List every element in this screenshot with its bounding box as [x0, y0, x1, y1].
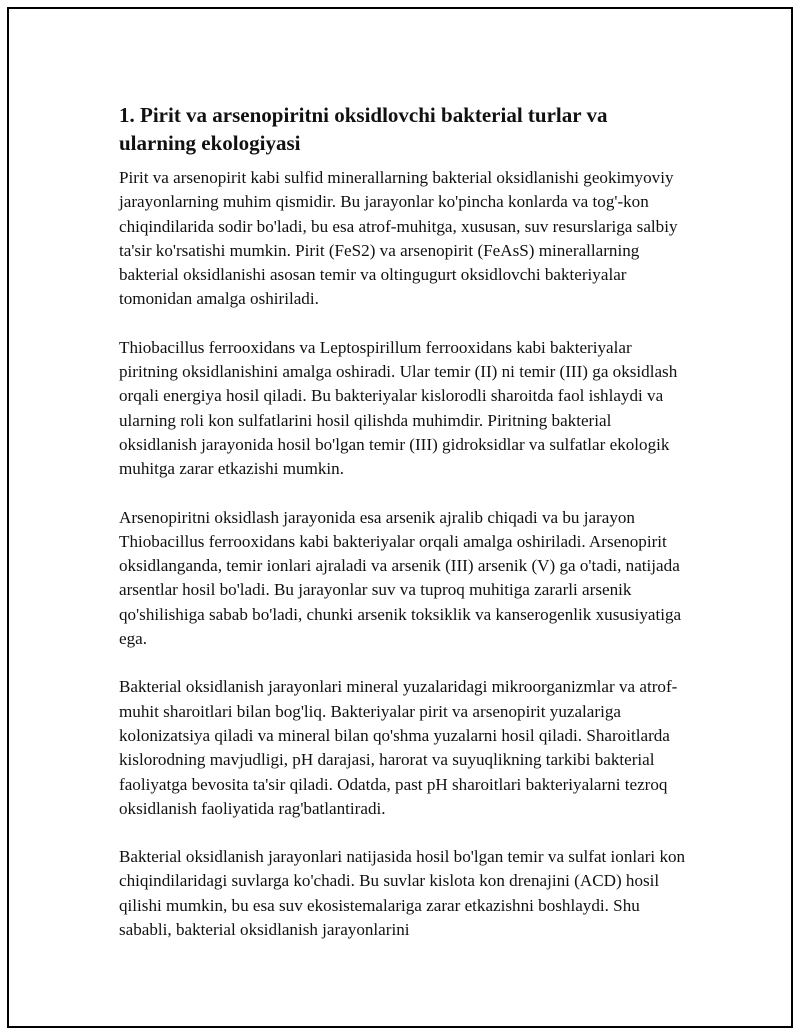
- paragraph-4: Bakterial oksidlanish jarayonlari mineral yuzalaridagi mikroorganizmlar va atrof-muhit sharoitlari bilan bog'liq. Bakteriyalar pirit va arsenopirit yuzalariga kolonizatsiya qiladi va mineral bilan qo'shma yuzalarni hosil qiladi. Sharoitlarda kislorodning mavjudligi, pH darajasi, harorat va suyuqlikning tarkibi bakterial faoliyatga bevosita ta'sir qiladi. Odatda, past pH sharoitlari bakteriyalarni tezroq oksidlanish faoliyatida rag'batlantiradi.: [119, 677, 678, 818]
- document-body: [119, 101, 691, 966]
- page-frame: [7, 7, 793, 1028]
- paragraph-2: Thiobacillus ferrooxidans va Leptospirillum ferrooxidans kabi bakteriyalar piritning oksidlanishini amalga oshiradi. Ular temir (II) ni temir (III) ga oksidlash orqali energiya hosil qiladi. Bu bakteriyalar kislorodli sharoitda faol ishlaydi va ularning roli kon sulfatlarini hosil qilishda muhimdir. Piritning bakterial oksidlanish jarayonida hosil bo'lgan temir (III) gidroksidlar va sulfatlar ekologik muhitga zarar etkazishi mumkin.: [119, 337, 678, 479]
- paragraph-3: Arsenopiritni oksidlash jarayonida esa arsenik ajralib chiqadi va bu jarayon Thiobacillus ferrooxidans kabi bakteriyalar orqali amalga oshiriladi. Arsenopirit oksidlanganda, temir ionlari ajraladi va arsenik (III) arsenik (V) ga o'tadi, natijada arsentlar hosil bo'ladi. Bu jarayonlar suv va tuproq muhitiga zararli arsenik qo'shilishiga sabab bo'ladi, chunki arsenik toksiklik va kanserogenlik xususiyatiga ega.: [119, 507, 682, 649]
- section-heading: 1. Pirit va arsenopiritni oksidlovchi bakterial turlar va ularning ekologiyasi: [119, 103, 608, 155]
- paragraph-1: Pirit va arsenopirit kabi sulfid minerallarning bakterial oksidlanishi geokimyoviy jarayonlarning muhim qismidir. Bu jarayonlar ko'pincha konlarda va tog'-kon chiqindilarida sodir bo'ladi, bu esa atrof-muhitga, xususan, suv resurslariga salbiy ta'sir ko'rsatishi mumkin. Pirit (FeS2) va arsenopirit (FeAsS) minerallarning bakterial oksidlanishi asosan temir va oltingugurt oksidlovchi bakteriyalar tomonidan amalga oshiriladi.: [119, 168, 678, 309]
- paragraph-5: Bakterial oksidlanish jarayonlari natijasida hosil bo'lgan temir va sulfat ionlari kon chiqindilaridagi suvlarga ko'chadi. Bu suvlar kislota kon drenajini (ACD) hosil qilishi mumkin, bu esa suv ekosistemalariga zarar etkazishni boshlaydi. Shu sababli, bakterial oksidlanish jarayonlarini: [119, 847, 686, 940]
